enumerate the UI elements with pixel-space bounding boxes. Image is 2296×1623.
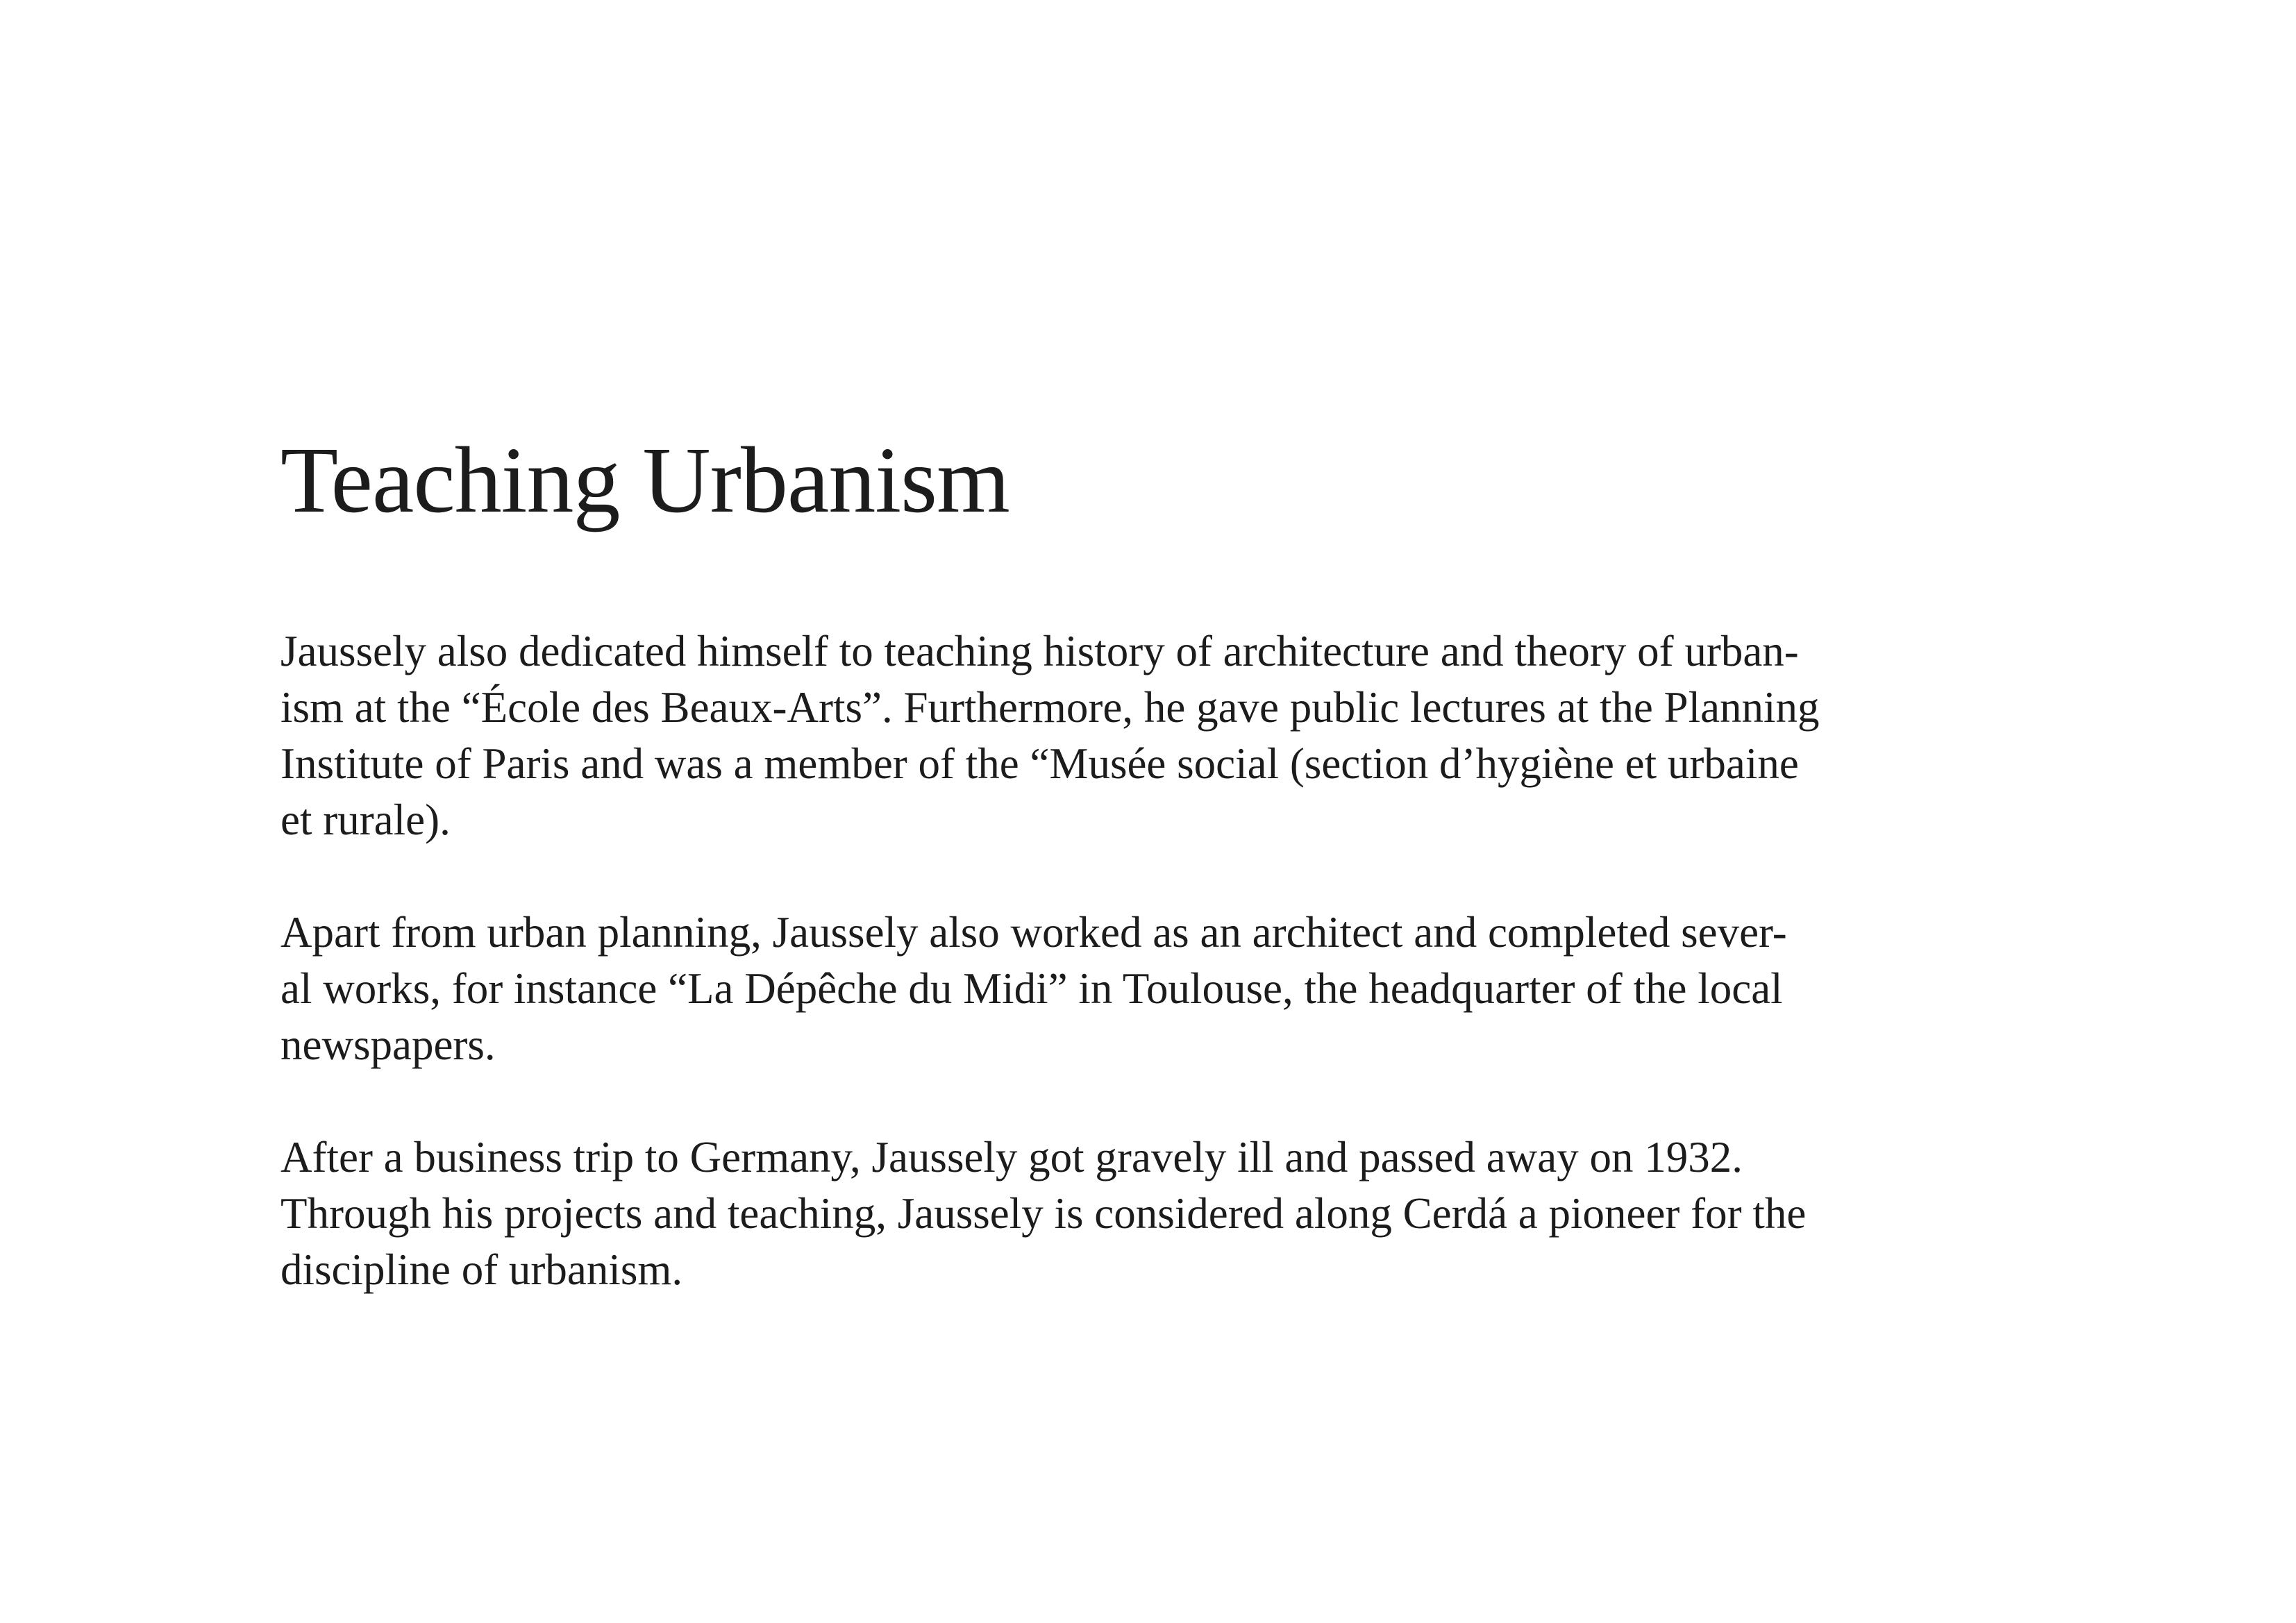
paragraph-teaching (280, 623, 1820, 848)
page-title: Teaching Urbanism (280, 428, 1009, 532)
paragraph-line: After a business trip to Germany, Jaussely got gravely ill and passed away on 1932. (280, 1133, 1743, 1181)
paragraph-line: Institute of Paris and was a member of the “Musée social (section d’hygiène et urbaine (280, 739, 1799, 788)
paragraph-legacy (280, 1129, 1806, 1298)
paragraph-line: al works, for instance “La Dépêche du Midi” in Toulouse, the headquarter of the local (280, 964, 1783, 1013)
paragraph-line: Through his projects and teaching, Jaussely is considered along Cerdá a pioneer for the (280, 1189, 1807, 1238)
paragraph-line: Apart from urban planning, Jaussely also worked as an architect and completed sever- (280, 908, 1787, 957)
paragraph-architecture (280, 905, 1787, 1073)
paragraph-line: et rurale). (280, 796, 451, 844)
paragraph-line: Jaussely also dedicated himself to teaching history of architecture and theory of urban- (280, 627, 1799, 675)
paragraph-line: discipline of urbanism. (280, 1245, 683, 1294)
paragraph-line: ism at the “École des Beaux-Arts”. Furthermore, he gave public lectures at the Planning (280, 683, 1820, 732)
paragraph-line: newspapers. (280, 1020, 496, 1069)
